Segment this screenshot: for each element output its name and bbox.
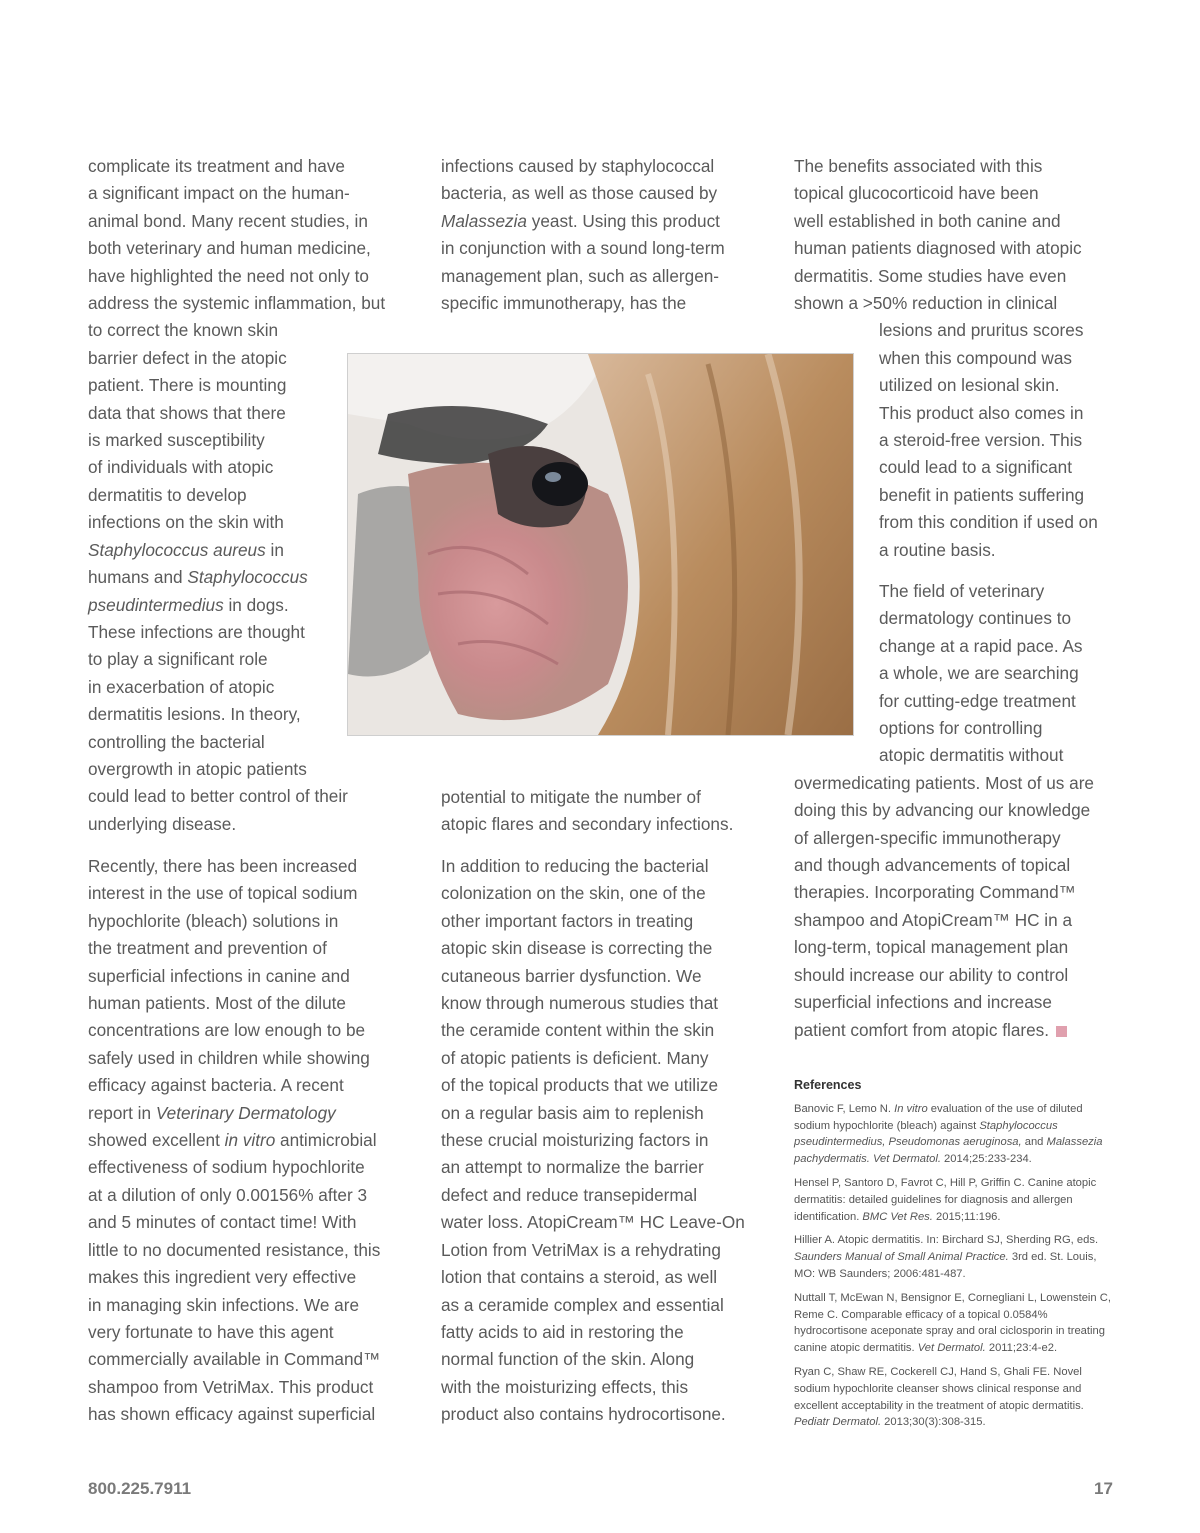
text-line: normal function of the skin. Along	[441, 1349, 695, 1370]
text-line: little to no documented resistance, this	[88, 1239, 381, 1260]
text-line: a significant impact on the human-	[88, 183, 350, 204]
text-line: hypochlorite (bleach) solutions in	[88, 910, 339, 931]
text-line: colonization on the skin, one of the	[441, 883, 706, 904]
text-line: of individuals with atopic	[88, 457, 274, 478]
text-line: atopic flares and secondary infections.	[441, 814, 734, 835]
page-number: 17	[1094, 1479, 1113, 1498]
text-fragment: in dogs.	[223, 594, 289, 615]
text-line: the ceramide content within the skin	[441, 1020, 715, 1041]
text-line: in exacerbation of atopic	[88, 676, 275, 697]
text-line	[88, 1127, 380, 1154]
text-line: to correct the known skin	[88, 320, 279, 341]
text-line: These infections are thought	[88, 621, 305, 642]
text-line: in conjunction with a sound long-term	[441, 238, 725, 259]
text-line: defect and reduce transepidermal	[441, 1184, 698, 1205]
text-line: a steroid-free version. This	[879, 430, 1083, 451]
col3-lines-d	[794, 770, 1094, 1017]
col1-lines-b	[88, 619, 385, 838]
text-line	[88, 564, 385, 591]
ref-italic: Staphylococcus pseudintermedius, Pseudomonas aeruginosa,	[794, 1119, 1058, 1149]
text-line: on a regular basis aim to replenish	[441, 1102, 704, 1123]
ref-italic: In vitro	[894, 1102, 928, 1115]
ref-text: 2013;30(3):308-315.	[881, 1416, 986, 1429]
text-line: benefit in patients suffering	[879, 484, 1085, 505]
ref-text: Hillier A. Atopic dermatitis. In: Birchard SJ, Sherding RG, eds.	[794, 1234, 1099, 1247]
italic-term: pseudintermedius	[88, 594, 224, 615]
text-line: The field of veterinary	[879, 581, 1045, 601]
text-line: This product also comes in	[879, 402, 1084, 423]
text-line: address the systemic inflammation, but	[88, 293, 386, 314]
text-line: efficacy against bacteria. A recent	[88, 1075, 344, 1096]
column-1-bottom	[88, 853, 380, 1429]
text-line: barrier defect in the atopic	[88, 347, 287, 368]
ref-italic: BMC Vet Res.	[862, 1210, 933, 1223]
text-line: interest in the use of topical sodium	[88, 883, 358, 904]
text-line: product also contains hydrocortisone.	[441, 1404, 726, 1425]
text-line: potential to mitigate the number of	[441, 787, 701, 807]
text-line: safely used in children while showing	[88, 1047, 370, 1068]
text-line: an attempt to normalize the barrier	[441, 1157, 704, 1178]
ref-text: and	[1021, 1136, 1047, 1149]
text-line: and though advancements of topical	[794, 855, 1071, 876]
col2-lines-a	[441, 235, 725, 317]
text-fragment: patient comfort from atopic flares.	[794, 1019, 1050, 1040]
dog-photo-illustration	[348, 354, 853, 735]
references	[794, 1077, 1114, 1438]
text-line: superficial infections and increase	[794, 992, 1052, 1013]
text-line: infections caused by staphylococcal	[441, 156, 715, 176]
text-line: The benefits associated with this	[794, 156, 1043, 176]
ref-italic: Saunders Manual of Small Animal Practice.	[794, 1251, 1009, 1264]
italic-term: Staphylococcus aureus	[88, 539, 266, 560]
text-line: overmedicating patients. Most of us are	[794, 772, 1094, 793]
text-line: other important factors in treating	[441, 910, 694, 931]
ref-italic: Vet Dermatol.	[917, 1342, 986, 1355]
text-line: commercially available in Command™	[88, 1349, 381, 1370]
text-line: Recently, there has been increased	[88, 856, 358, 876]
text-line: when this compound was	[879, 347, 1072, 368]
ref-text: 3rd ed. St. Louis, MO: WB Saunders; 2006:481-487.	[794, 1251, 1097, 1280]
text-line	[794, 1017, 1094, 1044]
end-mark-icon	[1056, 1026, 1067, 1037]
reference-item	[794, 1232, 1114, 1282]
ref-text: Hensel P, Santoro D, Favrot C, Hill P, Griffin C. Canine atopic dermatitis: detailed guidelines for diagnosis and allergen identification.	[794, 1176, 1097, 1223]
text-fragment: antimicrobial	[275, 1130, 377, 1151]
text-line: and 5 minutes of contact time! With	[88, 1212, 357, 1233]
ref-text: 2015;11:196.	[932, 1210, 1001, 1223]
text-line: from this condition if used on	[879, 512, 1098, 533]
text-line: should increase our ability to control	[794, 964, 1069, 985]
text-line: effectiveness of sodium hypochlorite	[88, 1157, 365, 1178]
text-line: dermatitis to develop	[88, 484, 247, 505]
text-line: Lotion from VetriMax is a rehydrating	[441, 1239, 721, 1260]
italic-term: Veterinary Dermatology	[155, 1102, 336, 1123]
text-fragment: in	[265, 539, 284, 560]
reference-item	[794, 1101, 1114, 1168]
text-line: of allergen-specific immunotherapy	[794, 827, 1061, 848]
reference-item	[794, 1175, 1114, 1225]
text-line: the treatment and prevention of	[88, 938, 327, 959]
col2-lines-c	[441, 853, 745, 1429]
reference-item	[794, 1290, 1114, 1357]
ref-text: Banovic F, Lemo N.	[794, 1102, 895, 1115]
column-2-middle	[441, 784, 733, 839]
text-line	[88, 592, 385, 619]
text-line: makes this ingredient very effective	[88, 1267, 357, 1288]
ref-italic: Malassezia pachydermatis. Vet Dermatol.	[794, 1136, 1103, 1166]
text-line	[441, 208, 725, 235]
italic-term: Staphylococcus	[187, 567, 308, 588]
text-line: cutaneous barrier dysfunction. We	[441, 965, 702, 986]
text-line: is marked susceptibility	[88, 430, 265, 451]
references-title: References	[794, 1078, 862, 1092]
ref-text: Nuttall T, McEwan N, Bensignor E, Cornegliani L, Lowenstein C, Reme C. Comparable efficacy of a topical 0.0584% hydrocortisone aceponate spray and oral ciclosporin in treating canine atopic dermatitis.	[794, 1291, 1111, 1355]
text-line: in managing skin infections. We are	[88, 1294, 360, 1315]
text-line: doing this by advancing our knowledge	[794, 800, 1091, 821]
text-line: controlling the bacterial	[88, 731, 265, 752]
col1-lines-c	[88, 853, 380, 1100]
text-line: for cutting-edge treatment	[879, 690, 1076, 711]
text-line: a whole, we are searching	[879, 663, 1079, 684]
text-line: shampoo from VetriMax. This product	[88, 1376, 374, 1397]
text-fragment: yeast. Using this product	[526, 210, 720, 231]
reference-item	[794, 1364, 1114, 1431]
text-line: fatty acids to aid in restoring the	[441, 1321, 684, 1342]
col3-lines-a	[794, 153, 1098, 317]
text-line: atopic dermatitis without	[879, 745, 1064, 766]
text-line: lotion that contains a steroid, as well	[441, 1267, 718, 1288]
text-line: to play a significant role	[88, 649, 268, 670]
italic-term: in vitro	[224, 1130, 276, 1151]
ref-italic: Pediatr Dermatol.	[794, 1416, 882, 1429]
text-line: lesions and pruritus scores	[879, 320, 1084, 341]
text-line: superficial infections in canine and	[88, 965, 350, 986]
col2-lines-b	[441, 784, 733, 839]
text-line: know through numerous studies that	[441, 993, 719, 1014]
text-line: human patients. Most of the dilute	[88, 993, 346, 1014]
text-line: dermatology continues to	[879, 608, 1072, 629]
text-line: underlying disease.	[88, 813, 237, 834]
text-line: have highlighted the need not only to	[88, 265, 369, 286]
text-line	[88, 1100, 380, 1127]
text-fragment: showed excellent	[88, 1130, 225, 1151]
ref-text: 2011;23:4-e2.	[985, 1342, 1058, 1355]
text-line: utilized on lesional skin.	[879, 375, 1060, 396]
column-2-bottom	[441, 853, 745, 1429]
text-line: these crucial moisturizing factors in	[441, 1130, 709, 1151]
text-line: change at a rapid pace. As	[879, 635, 1083, 656]
text-line: could lead to better control of their	[88, 786, 348, 807]
text-line: human patients diagnosed with atopic	[794, 238, 1082, 259]
text-line: of the topical products that we utilize	[441, 1075, 719, 1096]
text-fragment: humans and	[88, 567, 188, 588]
text-line: data that shows that there	[88, 402, 286, 423]
text-line: topical glucocorticoid have been	[794, 183, 1039, 204]
text-line: overgrowth in atopic patients	[88, 758, 307, 779]
col1-lines-a	[88, 153, 385, 537]
text-line: atopic skin disease is correcting the	[441, 938, 713, 959]
text-fragment: report in	[88, 1102, 156, 1123]
text-line	[88, 537, 385, 564]
col1-lines-d	[88, 1154, 380, 1428]
text-line: very fortunate to have this agent	[88, 1321, 334, 1342]
text-line: complicate its treatment and have	[88, 156, 345, 176]
text-line: long-term, topical management plan	[794, 937, 1069, 958]
ref-text: Ryan C, Shaw RE, Cockerell CJ, Hand S, Ghali FE. Novel sodium hypochlorite cleanser shows clinical response and excellent acceptability in the treatment of atopic dermatitis.	[794, 1365, 1084, 1412]
text-line: management plan, such as allergen-	[441, 265, 720, 286]
ref-text: 2014;25:233-234.	[940, 1153, 1032, 1166]
footer-phone: 800.225.7911	[88, 1479, 192, 1498]
text-line: patient. There is mounting	[88, 375, 287, 396]
text-line: dermatitis lesions. In theory,	[88, 704, 301, 725]
text-line: well established in both canine and	[794, 210, 1061, 231]
text-line: at a dilution of only 0.00156% after 3	[88, 1184, 368, 1205]
italic-term: Malassezia	[441, 210, 527, 231]
text-line: has shown efficacy against superficial	[88, 1404, 376, 1425]
text-line: shampoo and AtopiCream™ HC in a	[794, 909, 1073, 930]
column-1-top	[88, 153, 385, 838]
text-line: could lead to a significant	[879, 457, 1073, 478]
text-line: infections on the skin with	[88, 512, 284, 533]
text-line: shown a >50% reduction in clinical	[794, 293, 1058, 314]
text-line: concentrations are low enough to be	[88, 1020, 366, 1041]
text-line: bacteria, as well as those caused by	[441, 183, 718, 204]
text-line: a routine basis.	[879, 539, 996, 560]
text-line: specific immunotherapy, has the	[441, 293, 687, 314]
text-line: with the moisturizing effects, this	[441, 1376, 689, 1397]
text-line: therapies. Incorporating Command™	[794, 882, 1076, 903]
text-line: dermatitis. Some studies have even	[794, 265, 1067, 286]
ref-text: evaluation of the use of diluted sodium hypochlorite (bleach) against	[794, 1102, 1083, 1132]
text-line: In addition to reducing the bacterial	[441, 856, 709, 876]
text-line: water loss. AtopiCream™ HC Leave-On	[441, 1212, 745, 1233]
text-line: as a ceramide complex and essential	[441, 1294, 724, 1315]
text-line: of atopic patients is deficient. Many	[441, 1047, 709, 1068]
text-line: options for controlling	[879, 718, 1043, 739]
column-2-top	[441, 153, 725, 317]
text-line: both veterinary and human medicine,	[88, 238, 371, 259]
text-line: animal bond. Many recent studies, in	[88, 210, 368, 231]
dog-photo	[347, 353, 854, 736]
